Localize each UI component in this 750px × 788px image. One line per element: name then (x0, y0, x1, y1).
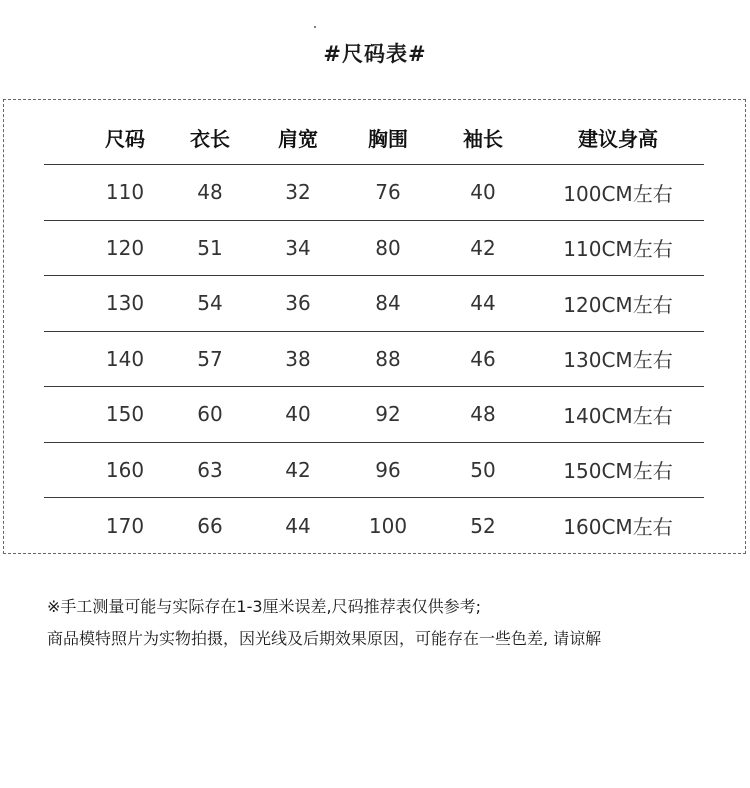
cell-length: 54 (197, 291, 223, 316)
cell-shoulder: 38 (285, 346, 311, 371)
cell-sleeve: 50 (470, 457, 496, 482)
header-shoulder: 肩宽 (278, 126, 318, 151)
cell-length: 60 (197, 402, 223, 427)
size-chart-table (44, 110, 704, 554)
cell-size: 170 (105, 513, 145, 538)
measurement-note: ※手工测量可能与实际存在1-3厘米误差,尺码推荐表仅供参考; (47, 597, 482, 616)
header-size: 尺码 (105, 126, 145, 151)
cell-shoulder: 34 (285, 235, 311, 260)
cell-height: 150CM左右 (563, 459, 673, 484)
cell-chest: 88 (375, 346, 401, 371)
cell-chest: 76 (375, 180, 401, 205)
cell-sleeve: 40 (470, 180, 496, 205)
cell-size: 120 (105, 235, 145, 260)
cell-chest: 96 (375, 457, 401, 482)
cell-sleeve: 52 (470, 513, 496, 538)
cell-size: 150 (105, 402, 145, 427)
table-row (44, 165, 704, 221)
cell-height: 160CM左右 (563, 515, 673, 540)
cell-length: 57 (197, 346, 223, 371)
cell-height: 130CM左右 (563, 348, 673, 373)
color-disclaimer-note: 商品模特照片为实物拍摄，因光线及后期效果原因，可能存在一些色差, 请谅解 (47, 629, 602, 648)
header-sleeve: 袖长 (463, 126, 503, 151)
cell-sleeve: 42 (470, 235, 496, 260)
table-row (44, 443, 704, 499)
cell-size: 140 (105, 346, 145, 371)
cell-shoulder: 44 (285, 513, 311, 538)
header-height: 建议身高 (578, 126, 658, 151)
cell-sleeve: 48 (470, 402, 496, 427)
table-row (44, 276, 704, 332)
cell-chest: 80 (375, 235, 401, 260)
page-title: #尺码表# (323, 42, 427, 66)
header-chest: 胸围 (368, 126, 408, 151)
cell-length: 51 (197, 235, 223, 260)
cell-length: 48 (197, 180, 223, 205)
cell-sleeve: 46 (470, 346, 496, 371)
cell-size: 160 (105, 457, 145, 482)
cell-sleeve: 44 (470, 291, 496, 316)
header-length: 衣长 (190, 126, 230, 151)
cell-length: 66 (197, 513, 223, 538)
cell-shoulder: 40 (285, 402, 311, 427)
table-row (44, 498, 704, 554)
cell-height: 140CM左右 (563, 403, 673, 428)
cell-chest: 84 (375, 291, 401, 316)
cell-chest: 100 (368, 513, 408, 538)
cell-length: 63 (197, 457, 223, 482)
cell-height: 110CM左右 (563, 237, 673, 262)
table-row (44, 221, 704, 277)
table-row (44, 332, 704, 388)
cell-chest: 92 (375, 402, 401, 427)
cell-height: 100CM左右 (563, 181, 673, 206)
cell-size: 130 (105, 291, 145, 316)
table-header-row (44, 110, 704, 165)
decorative-dot (314, 26, 316, 28)
cell-shoulder: 42 (285, 457, 311, 482)
cell-shoulder: 36 (285, 291, 311, 316)
table-row (44, 387, 704, 443)
cell-size: 110 (105, 180, 145, 205)
cell-height: 120CM左右 (563, 292, 673, 317)
cell-shoulder: 32 (285, 180, 311, 205)
